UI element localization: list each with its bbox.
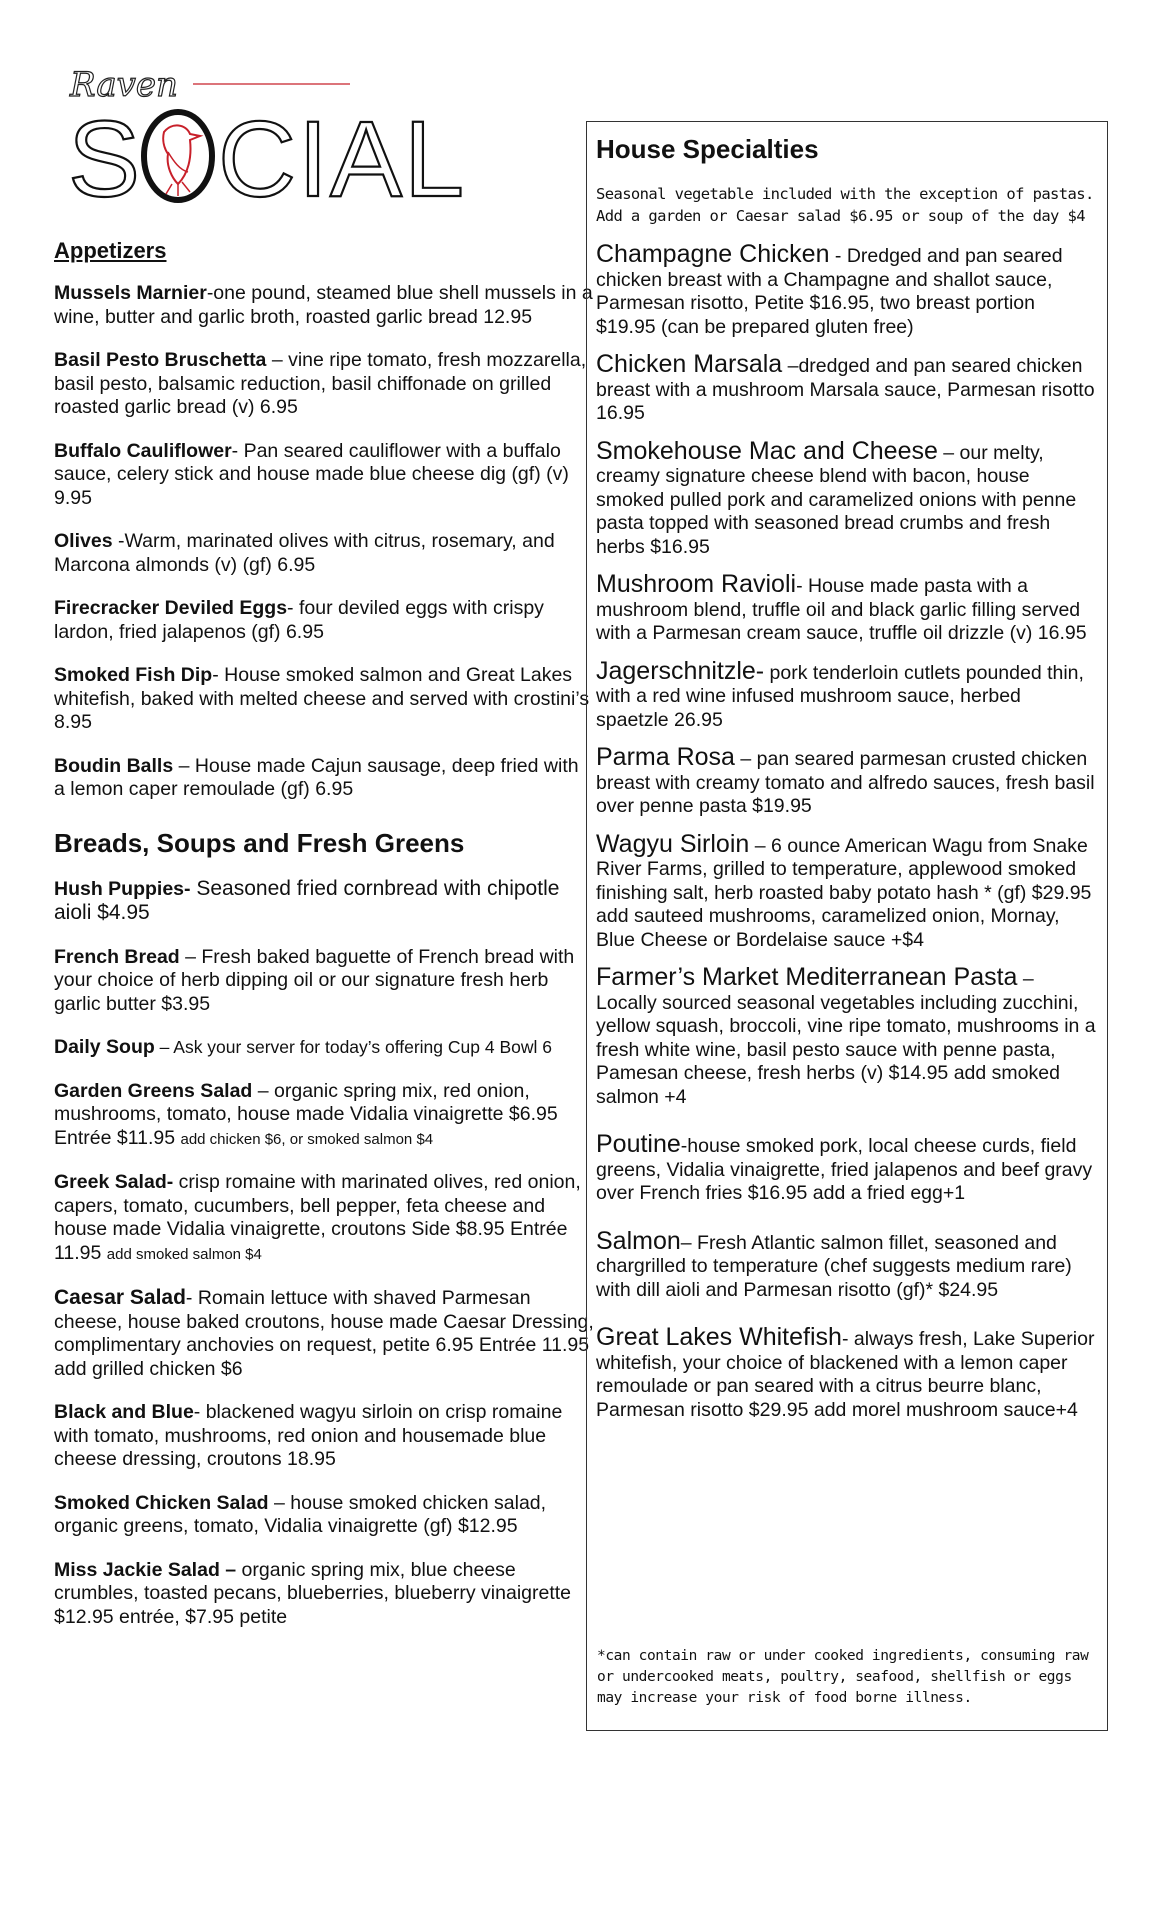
specialty-item xyxy=(596,963,1097,1109)
item-name: Parma Rosa xyxy=(596,743,735,771)
logo-script-text: Raven xyxy=(70,65,178,105)
menu-item xyxy=(54,597,594,644)
menu-item xyxy=(54,1080,594,1152)
item-name: Olives xyxy=(54,530,113,552)
specialty-item xyxy=(596,1226,1097,1303)
item-desc: – Ask your server for today’s offering Cup 4 Bowl 6 xyxy=(154,1037,552,1057)
item-desc: - blackened wagyu sirloin on crisp romaine with tomato, mushrooms, red onion and housemade blue cheese dressing, croutons 18.95 xyxy=(54,1401,563,1470)
menu-item xyxy=(54,1559,594,1630)
menu-item xyxy=(54,349,594,420)
item-name: Basil Pesto Bruschetta xyxy=(54,349,267,371)
menu-item xyxy=(54,530,594,577)
item-desc: pork tenderloin cutlets pounded thin, with a red wine infused mushroom sauce, herbed spaetzle 26.95 xyxy=(596,661,1084,731)
item-name: Hush Puppies- xyxy=(54,877,191,900)
item-desc: –dredged and pan seared chicken breast with a mushroom Marsala sauce, Parmesan risotto 16.95 xyxy=(596,355,1095,424)
specialty-item xyxy=(596,1323,1097,1422)
item-name: Chicken Marsala xyxy=(596,350,783,378)
specialty-item xyxy=(596,350,1097,426)
item-desc: organic spring mix, blue cheese crumbles, toasted pecans, blueberries, blueberry vinaigrette $12.95 entrée, $7.95 petite xyxy=(54,1558,572,1628)
item-desc: -house smoked pork, local cheese curds, field greens, Vidalia vinaigrette, fried jalapenos and beef gravy over French fries $16.95 add a fried egg+1 xyxy=(596,1135,1093,1204)
specialty-item xyxy=(596,829,1097,953)
item-name: Mussels Marnier xyxy=(54,282,207,304)
item-desc: - four deviled eggs with crispy lardon, fried jalapenos (gf) 6.95 xyxy=(54,597,544,643)
menu-item xyxy=(54,1171,594,1266)
raven-social-logo xyxy=(68,62,467,219)
item-desc: – House made Cajun sausage, deep fried with a lemon caper remoulade (gf) 6.95 xyxy=(54,754,579,800)
menu-item xyxy=(54,755,594,802)
item-name: Wagyu Sirloin xyxy=(596,829,750,858)
item-desc: - House smoked salmon and Great Lakes whitefish, baked with melted cheese and served with crostini’s 8.95 xyxy=(54,664,590,733)
item-name: Champagne Chicken xyxy=(596,240,830,268)
item-desc: – Locally sourced seasonal vegetables including zucchini, yellow squash, broccoli, vine ripe tomato, mushrooms in a fresh white wine, basil pesto sauce with penne pasta, Pamesan cheese, fresh herbs (v) $14.95 add smoked salmon +4 xyxy=(596,968,1096,1108)
item-name: Firecracker Deviled Eggs xyxy=(54,597,288,619)
item-desc: – our melty, creamy signature cheese blend with bacon, house smoked pulled pork and caramelized onions with penne pasta topped with seasoned bread crumbs and fresh herbs $16.95 xyxy=(596,441,1077,558)
specialty-item xyxy=(596,656,1097,733)
menu-item xyxy=(54,282,594,329)
breads-title: Breads, Soups and Fresh Greens xyxy=(54,827,465,858)
item-name: Black and Blue xyxy=(54,1401,194,1423)
raven-bird-icon xyxy=(163,125,200,196)
left-column xyxy=(54,238,594,1649)
specialty-item xyxy=(596,240,1097,339)
item-desc: – pan seared parmesan crusted chicken breast with creamy tomato and alfredo sauces, fresh basil over penne pasta $19.95 xyxy=(596,748,1095,817)
item-desc: – 6 ounce American Wagu from Snake River Farms, grilled to temperature, applewood smoked finishing salt, herb roasted baby potato hash * (gf) $29.95 add sauteed mushrooms, caramelized onion, Mornay, Blue Cheese or Bordelaise sauce +$4 xyxy=(596,834,1092,951)
item-name: Poutine xyxy=(596,1130,681,1158)
menu-item xyxy=(54,877,594,926)
specialty-item xyxy=(596,1130,1097,1206)
item-desc: – Fresh Atlantic salmon fillet, seasoned and chargrilled to temperature (chef suggests medium rare) with dill aioli and Parmesan risotto (gf)* $24.95 xyxy=(596,1231,1072,1301)
logo-word-left: S xyxy=(68,98,143,219)
item-desc: -one pound, steamed blue shell mussels in a wine, butter and garlic broth, roasted garlic bread 12.95 xyxy=(54,282,593,328)
house-specialties-box xyxy=(586,121,1108,1731)
menu-item xyxy=(54,664,594,735)
menu-item xyxy=(54,1286,594,1381)
item-desc: -Warm, marinated olives with citrus, rosemary, and Marcona almonds (v) (gf) 6.95 xyxy=(54,530,555,576)
item-addon: add smoked salmon $4 xyxy=(106,1245,262,1263)
food-safety-disclaimer: *can contain raw or under cooked ingredients, consuming raw or undercooked meats, poultry, seafood, shellfish or eggs may increase your risk of food borne illness. xyxy=(597,1648,1089,1706)
specialty-item xyxy=(596,570,1097,646)
item-name: Boudin Balls xyxy=(54,754,174,777)
specialties-title: House Specialties xyxy=(596,134,819,164)
item-name: Smoked Fish Dip xyxy=(54,664,213,686)
specialty-item xyxy=(596,436,1097,560)
item-name: Jagerschnitzle- xyxy=(596,656,765,685)
specialty-item xyxy=(596,743,1097,819)
logo-word-right: CIAL xyxy=(218,98,467,219)
item-name: Daily Soup xyxy=(54,1036,155,1058)
item-name: Buffalo Cauliflower xyxy=(54,439,232,462)
item-name: Miss Jackie Salad – xyxy=(54,1558,237,1581)
menu-item xyxy=(54,440,594,511)
menu-item xyxy=(54,1492,594,1539)
item-desc: – vine ripe tomato, fresh mozzarella, basil pesto, balsamic reduction, basil chiffonade on grilled roasted garlic bread (v) 6.95 xyxy=(54,349,587,418)
item-name: Garden Greens Salad xyxy=(54,1079,253,1102)
item-name: Greek Salad- xyxy=(54,1171,174,1193)
item-name: Smokehouse Mac and Cheese xyxy=(596,436,938,465)
item-name: Great Lakes Whitefish xyxy=(596,1323,842,1351)
item-desc: – organic spring mix, red onion, mushrooms, tomato, house made Vidalia vinaigrette $6.95 Entrée $11.95 xyxy=(54,1079,558,1149)
item-desc: - House made pasta with a mushroom blend, truffle oil and black garlic filling served with a Parmesan cream sauce, truffle oil drizzle (v) 16.95 xyxy=(596,575,1087,644)
appetizers-title: Appetizers xyxy=(54,238,167,263)
item-name: Mushroom Ravioli xyxy=(596,570,797,598)
menu-item xyxy=(54,946,594,1017)
item-desc: - Pan seared cauliflower with a buffalo sauce, celery stick and house made blue cheese dig (gf) (v) 9.95 xyxy=(54,439,569,509)
menu-item xyxy=(54,1036,594,1060)
item-desc: - Romain lettuce with shaved Parmesan cheese, house baked croutons, house made Caesar Dressing, complimentary anchovies on request, petite 6.95 Entrée 11.95 add grilled chicken $6 xyxy=(54,1287,594,1380)
item-name: Salmon xyxy=(596,1226,681,1255)
item-name: Caesar Salad xyxy=(54,1286,186,1309)
specialties-note: Seasonal vegetable included with the exception of pastas. Add a garden or Caesar salad $6.95 or soup of the day $4 xyxy=(596,185,1094,225)
item-name: Farmer’s Market Mediterranean Pasta xyxy=(596,963,1018,991)
item-desc: crisp romaine with marinated olives, red onion, capers, tomato, cucumbers, bell pepper, feta cheese and house made Vidalia vinaigrette, croutons Side $8.95 Entrée 11.95 xyxy=(54,1171,581,1264)
item-name: French Bread xyxy=(54,945,180,968)
item-addon: add chicken $6, or smoked salmon $4 xyxy=(180,1130,434,1148)
item-desc: Seasoned fried cornbread with chipotle aioli $4.95 xyxy=(54,876,560,924)
item-desc: – house smoked chicken salad, organic greens, tomato, Vidalia vinaigrette (gf) $12.95 xyxy=(54,1491,547,1537)
logo-graphic xyxy=(68,62,467,219)
item-desc: – Fresh baked baguette of French bread with your choice of herb dipping oil or our signature fresh herb garlic butter $3.95 xyxy=(54,945,575,1015)
menu-item xyxy=(54,1401,594,1472)
item-desc: - Dredged and pan seared chicken breast with a Champagne and shallot sauce, Parmesan risotto, Petite $16.95, two breast portion $19.95 (can be prepared gluten free) xyxy=(596,245,1063,338)
item-desc: - always fresh, Lake Superior whitefish, your choice of blackened with a lemon caper remoulade or pan seared with a citrus beurre blanc, Parmesan risotto $29.95 add morel mushroom sauce+4 xyxy=(596,1328,1095,1421)
item-name: Smoked Chicken Salad xyxy=(54,1491,269,1514)
